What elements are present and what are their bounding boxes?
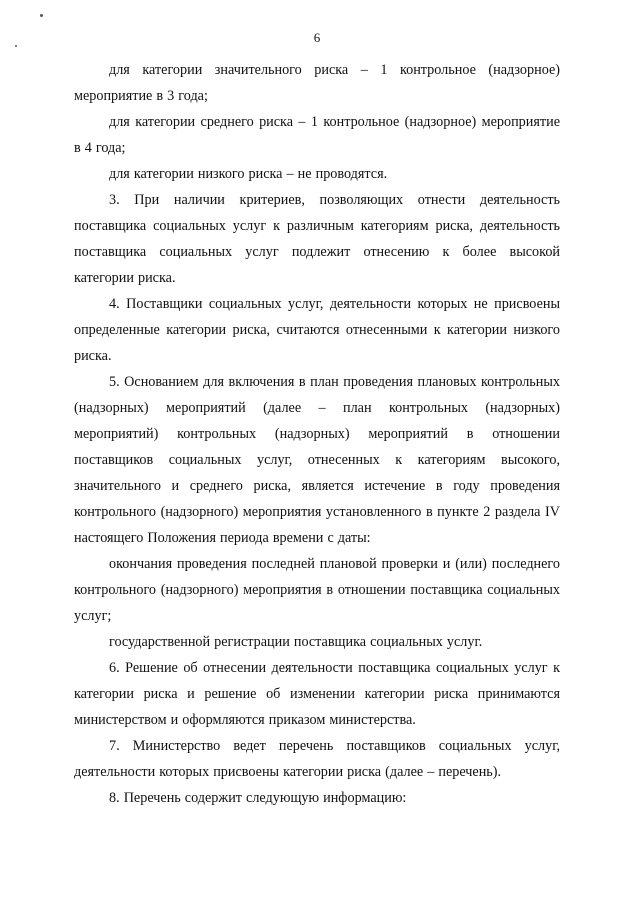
paragraph: окончания проведения последней плановой проверки и (или) последнего контрольного (надзорного) мероприятия в отношении поставщика социальных услуг; (74, 556, 560, 624)
paragraph: 3. При наличии критериев, позволяющих отнести деятельность поставщика социальных услуг к различным категориям риска, деятельность поставщика социальных услуг подлежит отнесению к более высокой категории риска. (74, 192, 560, 286)
paragraph: государственной регистрации поставщика социальных услуг. (109, 634, 483, 650)
paragraph: 5. Основанием для включения в план проведения плановых контрольных (надзорных) мероприятий (далее – план контрольных (надзорных) мероприятий) контрольных (надзорных) мероприятий в отношении поставщиков социальных услуг, отнесенных к категориям высокого, значительного и среднего риска, является истечение в году проведения контрольного (надзорного) мероприятия установленного в пункте 2 раздела IV настоящего Положения периода времени с даты: (74, 374, 560, 546)
paragraph: 7. Министерство ведет перечень поставщиков социальных услуг, деятельности которых присвоены категории риска (далее – перечень). (74, 738, 560, 780)
paragraph: для категории значительного риска – 1 контрольное (надзорное) мероприятие в 3 года; (74, 62, 560, 104)
document-body (74, 57, 560, 811)
paragraph: 6. Решение об отнесении деятельности поставщика социальных услуг к категории риска и решение об изменении категории риска принимаются министерством и оформляются приказом министерства. (74, 660, 560, 728)
page-number: 6 (313, 30, 321, 45)
paragraph: 8. Перечень содержит следующую информацию: (109, 790, 407, 806)
paragraph: для категории среднего риска – 1 контрольное (надзорное) мероприятие в 4 года; (74, 114, 560, 156)
scan-dot (40, 14, 43, 17)
paragraph: 4. Поставщики социальных услуг, деятельности которых не присвоены определенные категории риска, считаются отнесенными к категории низкого риска. (74, 296, 560, 364)
paragraph: для категории низкого риска – не проводятся. (109, 166, 388, 182)
